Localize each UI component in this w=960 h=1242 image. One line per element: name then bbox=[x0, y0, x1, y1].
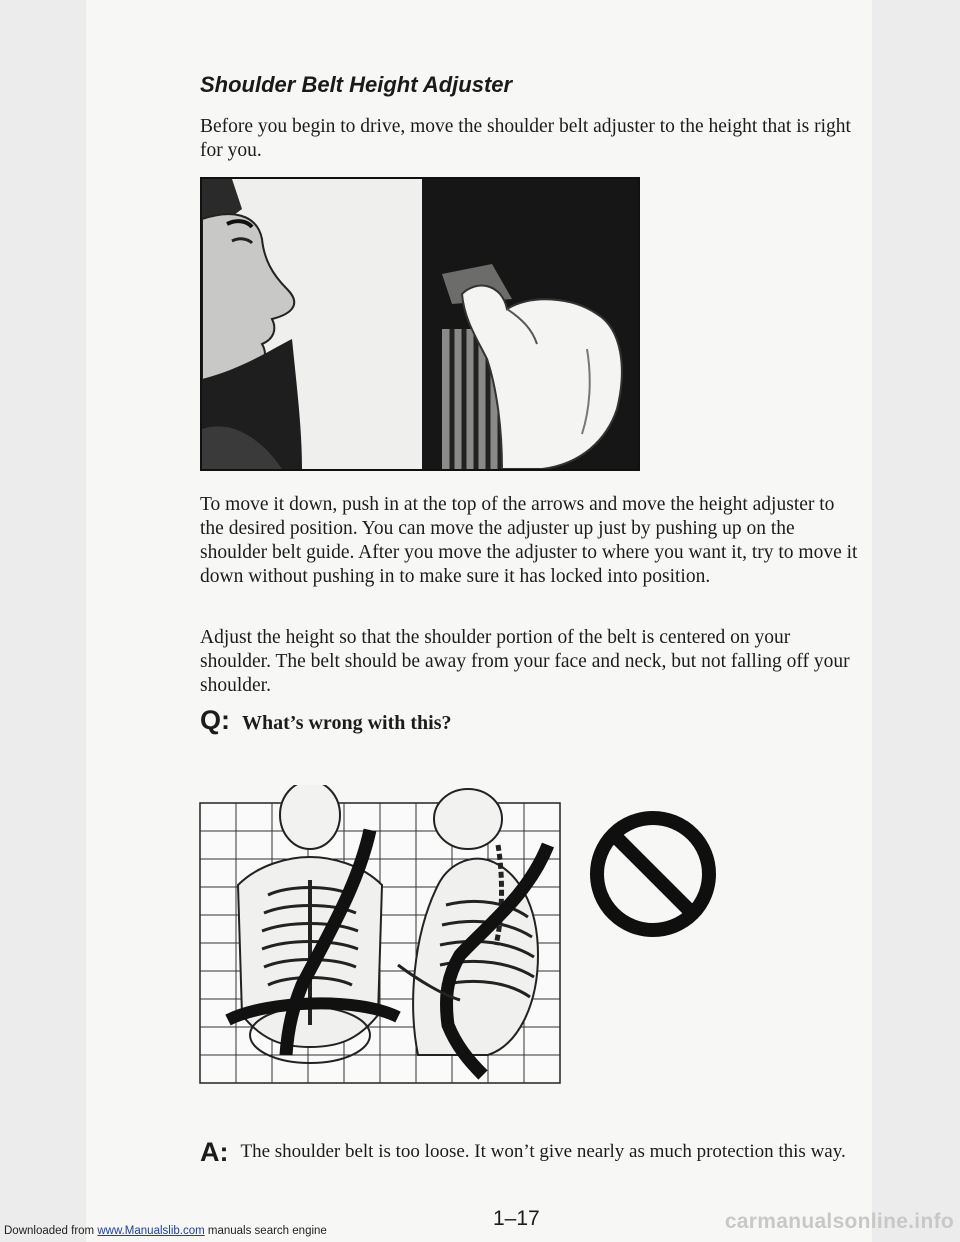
question-text: What’s wrong with this? bbox=[242, 712, 452, 734]
download-footer bbox=[4, 1225, 327, 1237]
question-marker: Q: bbox=[200, 705, 230, 735]
instructions-paragraph: To move it down, push in at the top of the arrows and move the height adjuster to the desired position. You can move the adjuster up just by pushing up on the shoulder belt guide. After you move the adjuster to where you want it, try to move it down without pushing in to make sure it has locked into position. bbox=[200, 494, 858, 587]
adjust-paragraph: Adjust the height so that the shoulder portion of the belt is centered on your shoulder. The belt should be away from your face and neck, but not falling off your shoulder. bbox=[200, 627, 850, 696]
watermark: carmanualsonline.info bbox=[724, 1210, 954, 1233]
footer-prefix: Downloaded from bbox=[4, 1225, 98, 1237]
prohibition-icon bbox=[588, 809, 718, 939]
section-title: Shoulder Belt Height Adjuster bbox=[200, 72, 513, 97]
driver-adjusting-belt-image bbox=[202, 179, 638, 469]
footer-suffix: manuals search engine bbox=[204, 1225, 327, 1237]
answer-marker: A: bbox=[200, 1137, 229, 1167]
manualslib-link[interactable]: www.Manualslib.com bbox=[97, 1225, 205, 1237]
answer-text: The shoulder belt is too loose. It won’t give nearly as much protection this way. bbox=[240, 1141, 846, 1162]
photo-illustration bbox=[200, 177, 640, 471]
question bbox=[200, 705, 451, 736]
intro-paragraph: Before you begin to drive, move the shoulder belt adjuster to the height that is right for you. bbox=[200, 116, 851, 161]
skeleton-belt-diagram bbox=[198, 785, 562, 1085]
answer bbox=[200, 1138, 860, 1170]
page-number: 1–17 bbox=[493, 1207, 540, 1230]
